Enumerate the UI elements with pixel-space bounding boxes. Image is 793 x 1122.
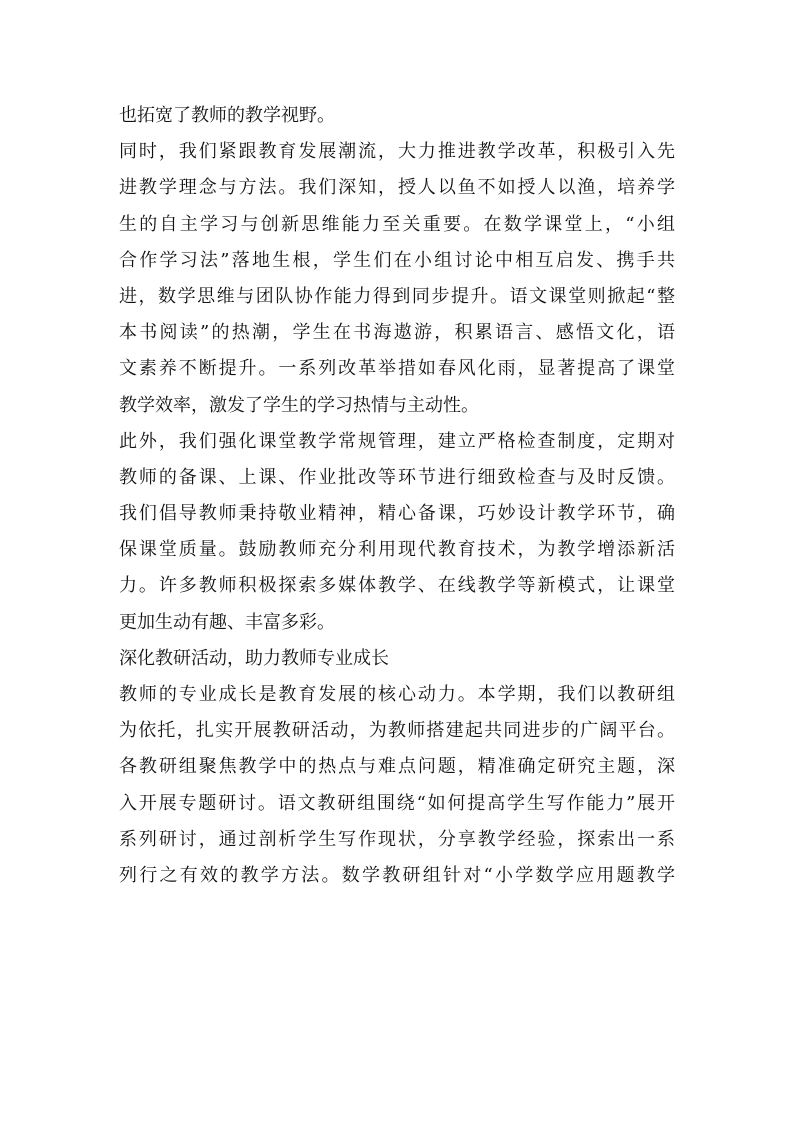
text-line: 我们倡导教师秉持敬业精神，精心备课，巧妙设计教学环节，确	[119, 503, 675, 525]
text-line: 力。许多教师积极探索多媒体教学、在线教学等新模式，让课堂	[119, 575, 675, 597]
text-line: 合作学习法”落地生根，学生们在小组讨论中相互启发、携手共	[119, 249, 675, 271]
text-line: 保课堂质量。鼓励教师充分利用现代教育技术，为教学增添新活	[119, 539, 675, 561]
text-line: 教师的专业成长是教育发展的核心动力。本学期，我们以教研组	[119, 684, 675, 705]
text-line: 教师的备课、上课、作业批改等环节进行细致检查与及时反馈。	[119, 466, 675, 488]
text-line: 进教学理念与方法。我们深知，授人以鱼不如授人以渔，培养学	[119, 177, 675, 199]
text-line: 文素养不断提升。一系列改革举措如春风化雨，显著提高了课堂	[119, 358, 675, 380]
text-line: 进，数学思维与团队协作能力得到同步提升。语文课堂则掀起“整	[119, 285, 675, 307]
text-line: 各教研组聚焦教学中的热点与难点问题，精准确定研究主题，深	[119, 756, 675, 778]
text-line: 列行之有效的教学方法。数学教研组针对“小学数学应用题教学	[119, 864, 675, 886]
text-line: 同时，我们紧跟教育发展潮流，大力推进教学改革，积极引入先	[119, 141, 675, 163]
section-heading: 深化教研活动，助力教师专业成长	[119, 647, 389, 669]
text-line: 生的自主学习与创新思维能力至关重要。在数学课堂上，“小组	[119, 213, 675, 235]
text-line: 此外，我们强化课堂教学常规管理，建立严格检查制度，定期对	[119, 430, 675, 452]
text-line: 教学效率，激发了学生的学习热情与主动性。	[119, 394, 479, 416]
text-line: 系列研讨，通过剖析学生写作现状，分享教学经验，探索出一系	[119, 828, 675, 850]
text-line: 本书阅读”的热潮，学生在书海遨游，积累语言、感悟文化，语	[119, 322, 675, 344]
document-body	[119, 100, 675, 896]
text-line: 为依托，扎实开展教研活动，为教师搭建起共同进步的广阔平台。	[119, 720, 675, 742]
text-line: 也拓宽了教师的教学视野。	[119, 105, 335, 126]
text-line: 入开展专题研讨。语文教研组围绕“如何提高学生写作能力”展开	[119, 792, 675, 814]
text-line: 更加生动有趣、丰富多彩。	[119, 611, 335, 633]
